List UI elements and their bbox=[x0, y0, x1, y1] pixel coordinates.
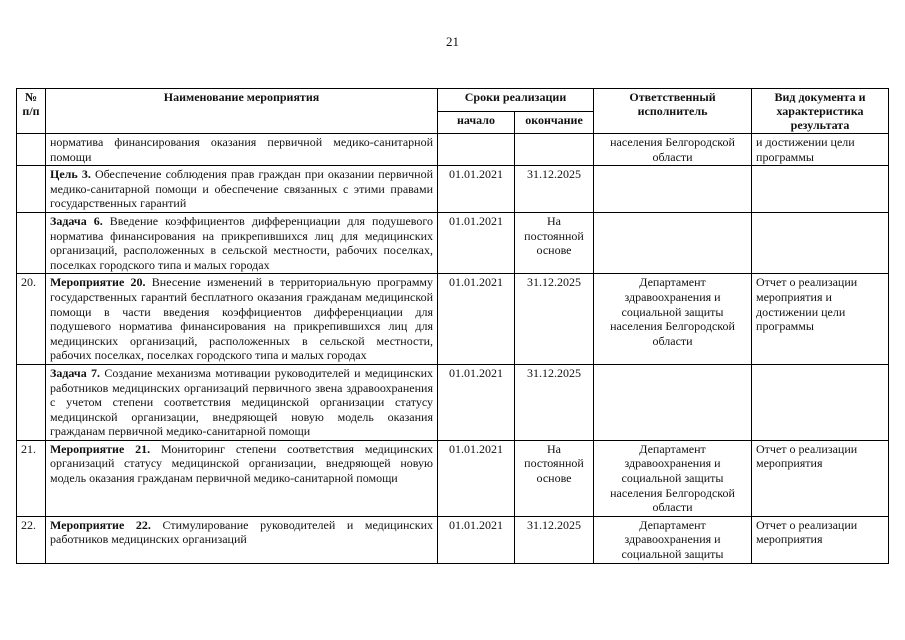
responsible-executor: Департамент здравоохранения и социальной защиты населения Белгородской области bbox=[594, 274, 752, 365]
end-date: 31.12.2025 bbox=[515, 166, 594, 213]
measure-name bbox=[46, 440, 438, 516]
row-number: 22. bbox=[17, 516, 46, 563]
start-date bbox=[438, 134, 515, 166]
measure-text: Мониторинг степени соответствия медицинских организаций статусу медицинской организации, внедряющей новую модель оказания гражданам первичной медико-санитарной помощи bbox=[50, 441, 434, 486]
measure-text: Обеспечение соблюдения прав граждан при оказании первичной медико-санитарной помощи и обеспечение связанных с этими правами государственных гарантий bbox=[50, 167, 433, 211]
table-row bbox=[17, 440, 889, 516]
measure-name bbox=[46, 274, 438, 365]
document-type: Отчет о реализации мероприятия и достижении цели программы bbox=[752, 274, 889, 365]
document-type bbox=[752, 166, 889, 213]
document-type bbox=[752, 364, 889, 440]
document-type: и достижении цели программы bbox=[752, 134, 889, 166]
measure-lead: Мероприятие 22. bbox=[50, 517, 151, 532]
document-type: Отчет о реализации мероприятия bbox=[752, 440, 889, 516]
responsible-executor: Департамент здравоохранения и социальной защиты населения Белгородской области bbox=[594, 440, 752, 516]
table-row bbox=[17, 516, 889, 563]
measure-name bbox=[46, 516, 438, 563]
start-date: 01.01.2021 bbox=[438, 212, 515, 273]
end-date: На постоянной основе bbox=[515, 212, 594, 273]
table-row bbox=[17, 134, 889, 166]
responsible-executor: населения Белгородской области bbox=[594, 134, 752, 166]
end-date: 31.12.2025 bbox=[515, 516, 594, 563]
end-date: 31.12.2025 bbox=[515, 364, 594, 440]
row-number: 21. bbox=[17, 440, 46, 516]
measure-text: норматива финансирования оказания первичной медико-санитарной помощи bbox=[50, 135, 433, 164]
start-date: 01.01.2021 bbox=[438, 364, 515, 440]
table-row bbox=[17, 274, 889, 365]
measure-text: Введение коэффициентов дифференциации для подушевого норматива финансирования на прикрепившихся лиц для медицинских организаций, расположенных в сельской местности, рабочих поселках, поселках городского типа и малых городах bbox=[50, 213, 433, 272]
end-date bbox=[515, 134, 594, 166]
measure-name bbox=[46, 364, 438, 440]
responsible-executor bbox=[594, 364, 752, 440]
measure-lead: Задача 7. bbox=[50, 365, 100, 380]
header-start: начало bbox=[438, 111, 515, 134]
row-number bbox=[17, 134, 46, 166]
measure-text: Стимулирование руководителей и медицинских работников медицинских организаций bbox=[50, 517, 434, 547]
end-date: 31.12.2025 bbox=[515, 274, 594, 365]
end-date: На постоянной основе bbox=[515, 440, 594, 516]
table-row bbox=[17, 166, 889, 213]
table-row bbox=[17, 212, 889, 273]
table-body bbox=[17, 134, 889, 564]
start-date: 01.01.2021 bbox=[438, 274, 515, 365]
measure-lead: Мероприятие 21. bbox=[50, 441, 151, 456]
responsible-executor: Департамент здравоохранения и социальной защиты bbox=[594, 516, 752, 563]
measure-name bbox=[46, 212, 438, 273]
page-number: 21 bbox=[446, 34, 459, 49]
header-num: № п/п bbox=[17, 89, 46, 134]
start-date: 01.01.2021 bbox=[438, 166, 515, 213]
responsible-executor bbox=[594, 212, 752, 273]
measure-text: Создание механизма мотивации руководителей и медицинских работников медицинских организаций первичного звена здравоохранения с учетом степени соответствия медицинской организации статусу медицинской организации, внедряющей новую модель оказания гражданам первичной медико-санитарной помощи bbox=[50, 365, 434, 439]
start-date: 01.01.2021 bbox=[438, 516, 515, 563]
measures-table bbox=[16, 88, 889, 564]
row-number bbox=[17, 364, 46, 440]
document-type: Отчет о реализации мероприятия bbox=[752, 516, 889, 563]
measure-lead: Цель 3. bbox=[50, 167, 91, 182]
header-name: Наименование мероприятия bbox=[46, 89, 438, 134]
measure-name bbox=[46, 166, 438, 213]
header-responsible: Ответственный исполнитель bbox=[594, 89, 752, 134]
row-number: 20. bbox=[17, 274, 46, 365]
header-terms: Сроки реализации bbox=[438, 89, 594, 112]
measure-lead: Мероприятие 20. bbox=[50, 275, 146, 290]
measure-name bbox=[46, 134, 438, 166]
table-row bbox=[17, 364, 889, 440]
header-end: окончание bbox=[515, 111, 594, 134]
start-date: 01.01.2021 bbox=[438, 440, 515, 516]
row-number bbox=[17, 212, 46, 273]
document-type bbox=[752, 212, 889, 273]
measure-lead: Задача 6. bbox=[50, 213, 103, 228]
measure-text: Внесение изменений в территориальную программу государственных гарантий бесплатного оказания гражданам медицинской помощи в части введения коэффициентов дифференциации для подушевого норматива финансирования на прикрепившихся лиц для медицинских организаций, расположенных в сельской местности, рабочих поселках, поселках городского типа и малых городах bbox=[50, 275, 434, 363]
row-number bbox=[17, 166, 46, 213]
responsible-executor bbox=[594, 166, 752, 213]
header-document: Вид документа и характеристика результата bbox=[752, 89, 889, 134]
